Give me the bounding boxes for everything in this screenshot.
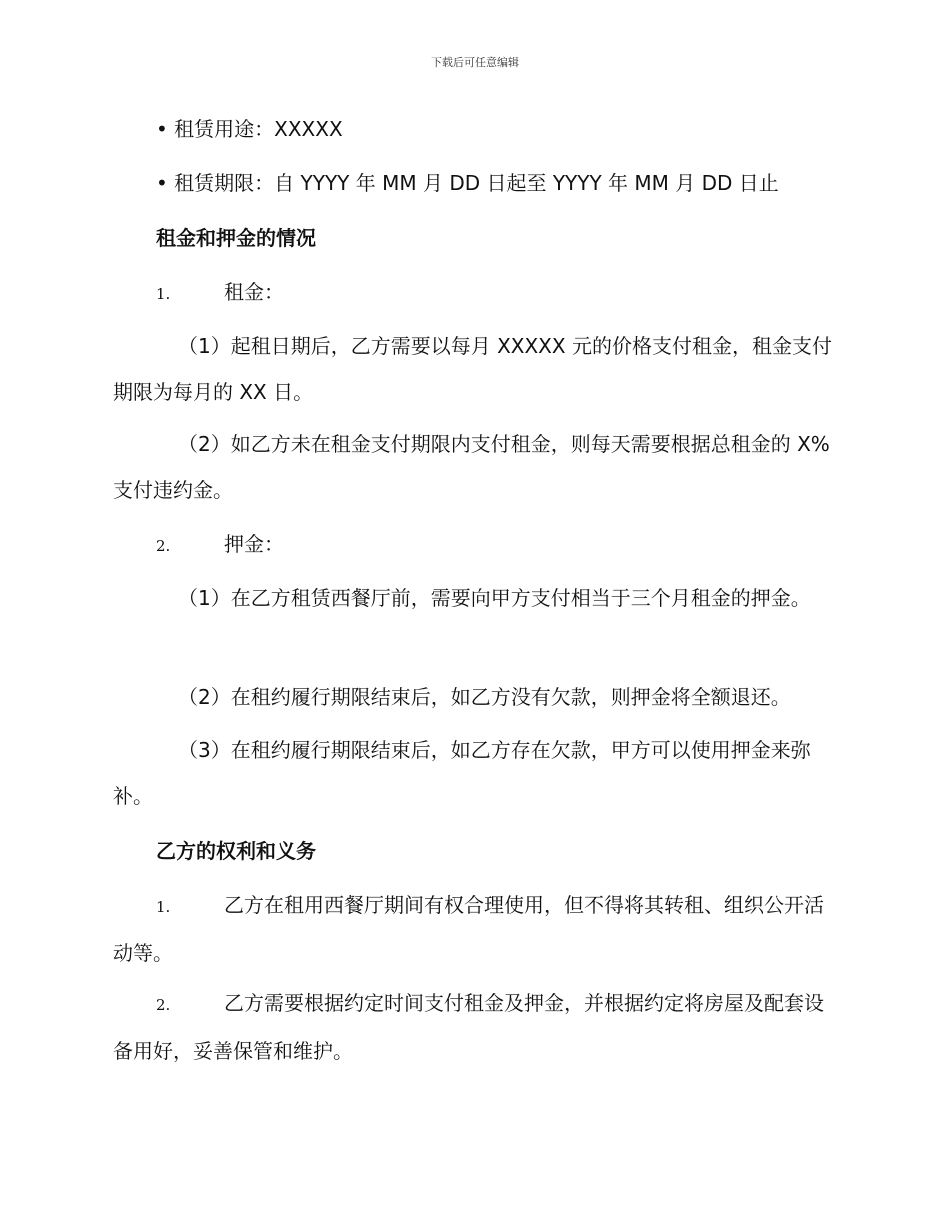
list-number: 2. (156, 537, 171, 555)
section-heading-rights: 乙方的权利和义务 (156, 839, 316, 863)
paragraph-deposit-2: （2）在租约履行期限结束后，如乙方没有欠款，则押金将全额退还。 (178, 685, 791, 709)
list-label: 押金： (224, 532, 284, 556)
paragraph-rights-2 (113, 980, 837, 1074)
list-number: 1. (156, 898, 171, 916)
paragraph-text: 乙方在租用西餐厅期间有权合理使用，但不得将其转租、组织公开活动等。 (113, 893, 824, 965)
list-item-deposit (156, 521, 880, 569)
list-number: 2. (156, 996, 171, 1014)
page-header: 下载后可任意编辑 (431, 56, 519, 69)
paragraph-text: 乙方需要根据约定时间支付租金及押金，并根据约定将房屋及配套设备用好，妥善保管和维护。 (113, 991, 824, 1063)
lease-usage-line: • 租赁用途：XXXXX (156, 117, 343, 141)
paragraph-rights-1 (113, 882, 837, 976)
paragraph-deposit-1: （1）在乙方租赁西餐厅前，需要向甲方支付相当于三个月租金的押金。 (178, 586, 811, 610)
list-item-rent (156, 269, 880, 317)
lease-term-line: • 租赁期限：自 YYYY 年 MM 月 DD 日起至 YYYY 年 MM 月 DD 日止 (156, 171, 779, 195)
paragraph-rent-2: （2）如乙方未在租金支付期限内支付租金，则每天需要根据总租金的 X% 支付违约金。 (113, 432, 830, 502)
section-heading-rent-deposit: 租金和押金的情况 (156, 226, 316, 250)
list-number: 1. (156, 285, 171, 303)
paragraph-rent-1: （1）起租日期后，乙方需要以每月 XXXXX 元的价格支付租金，租金支付期限为每月的 XX 日。 (113, 334, 832, 404)
paragraph-deposit-3: （3）在租约履行期限结束后，如乙方存在欠款，甲方可以使用押金来弥补。 (113, 738, 811, 808)
list-label: 租金： (224, 280, 284, 304)
